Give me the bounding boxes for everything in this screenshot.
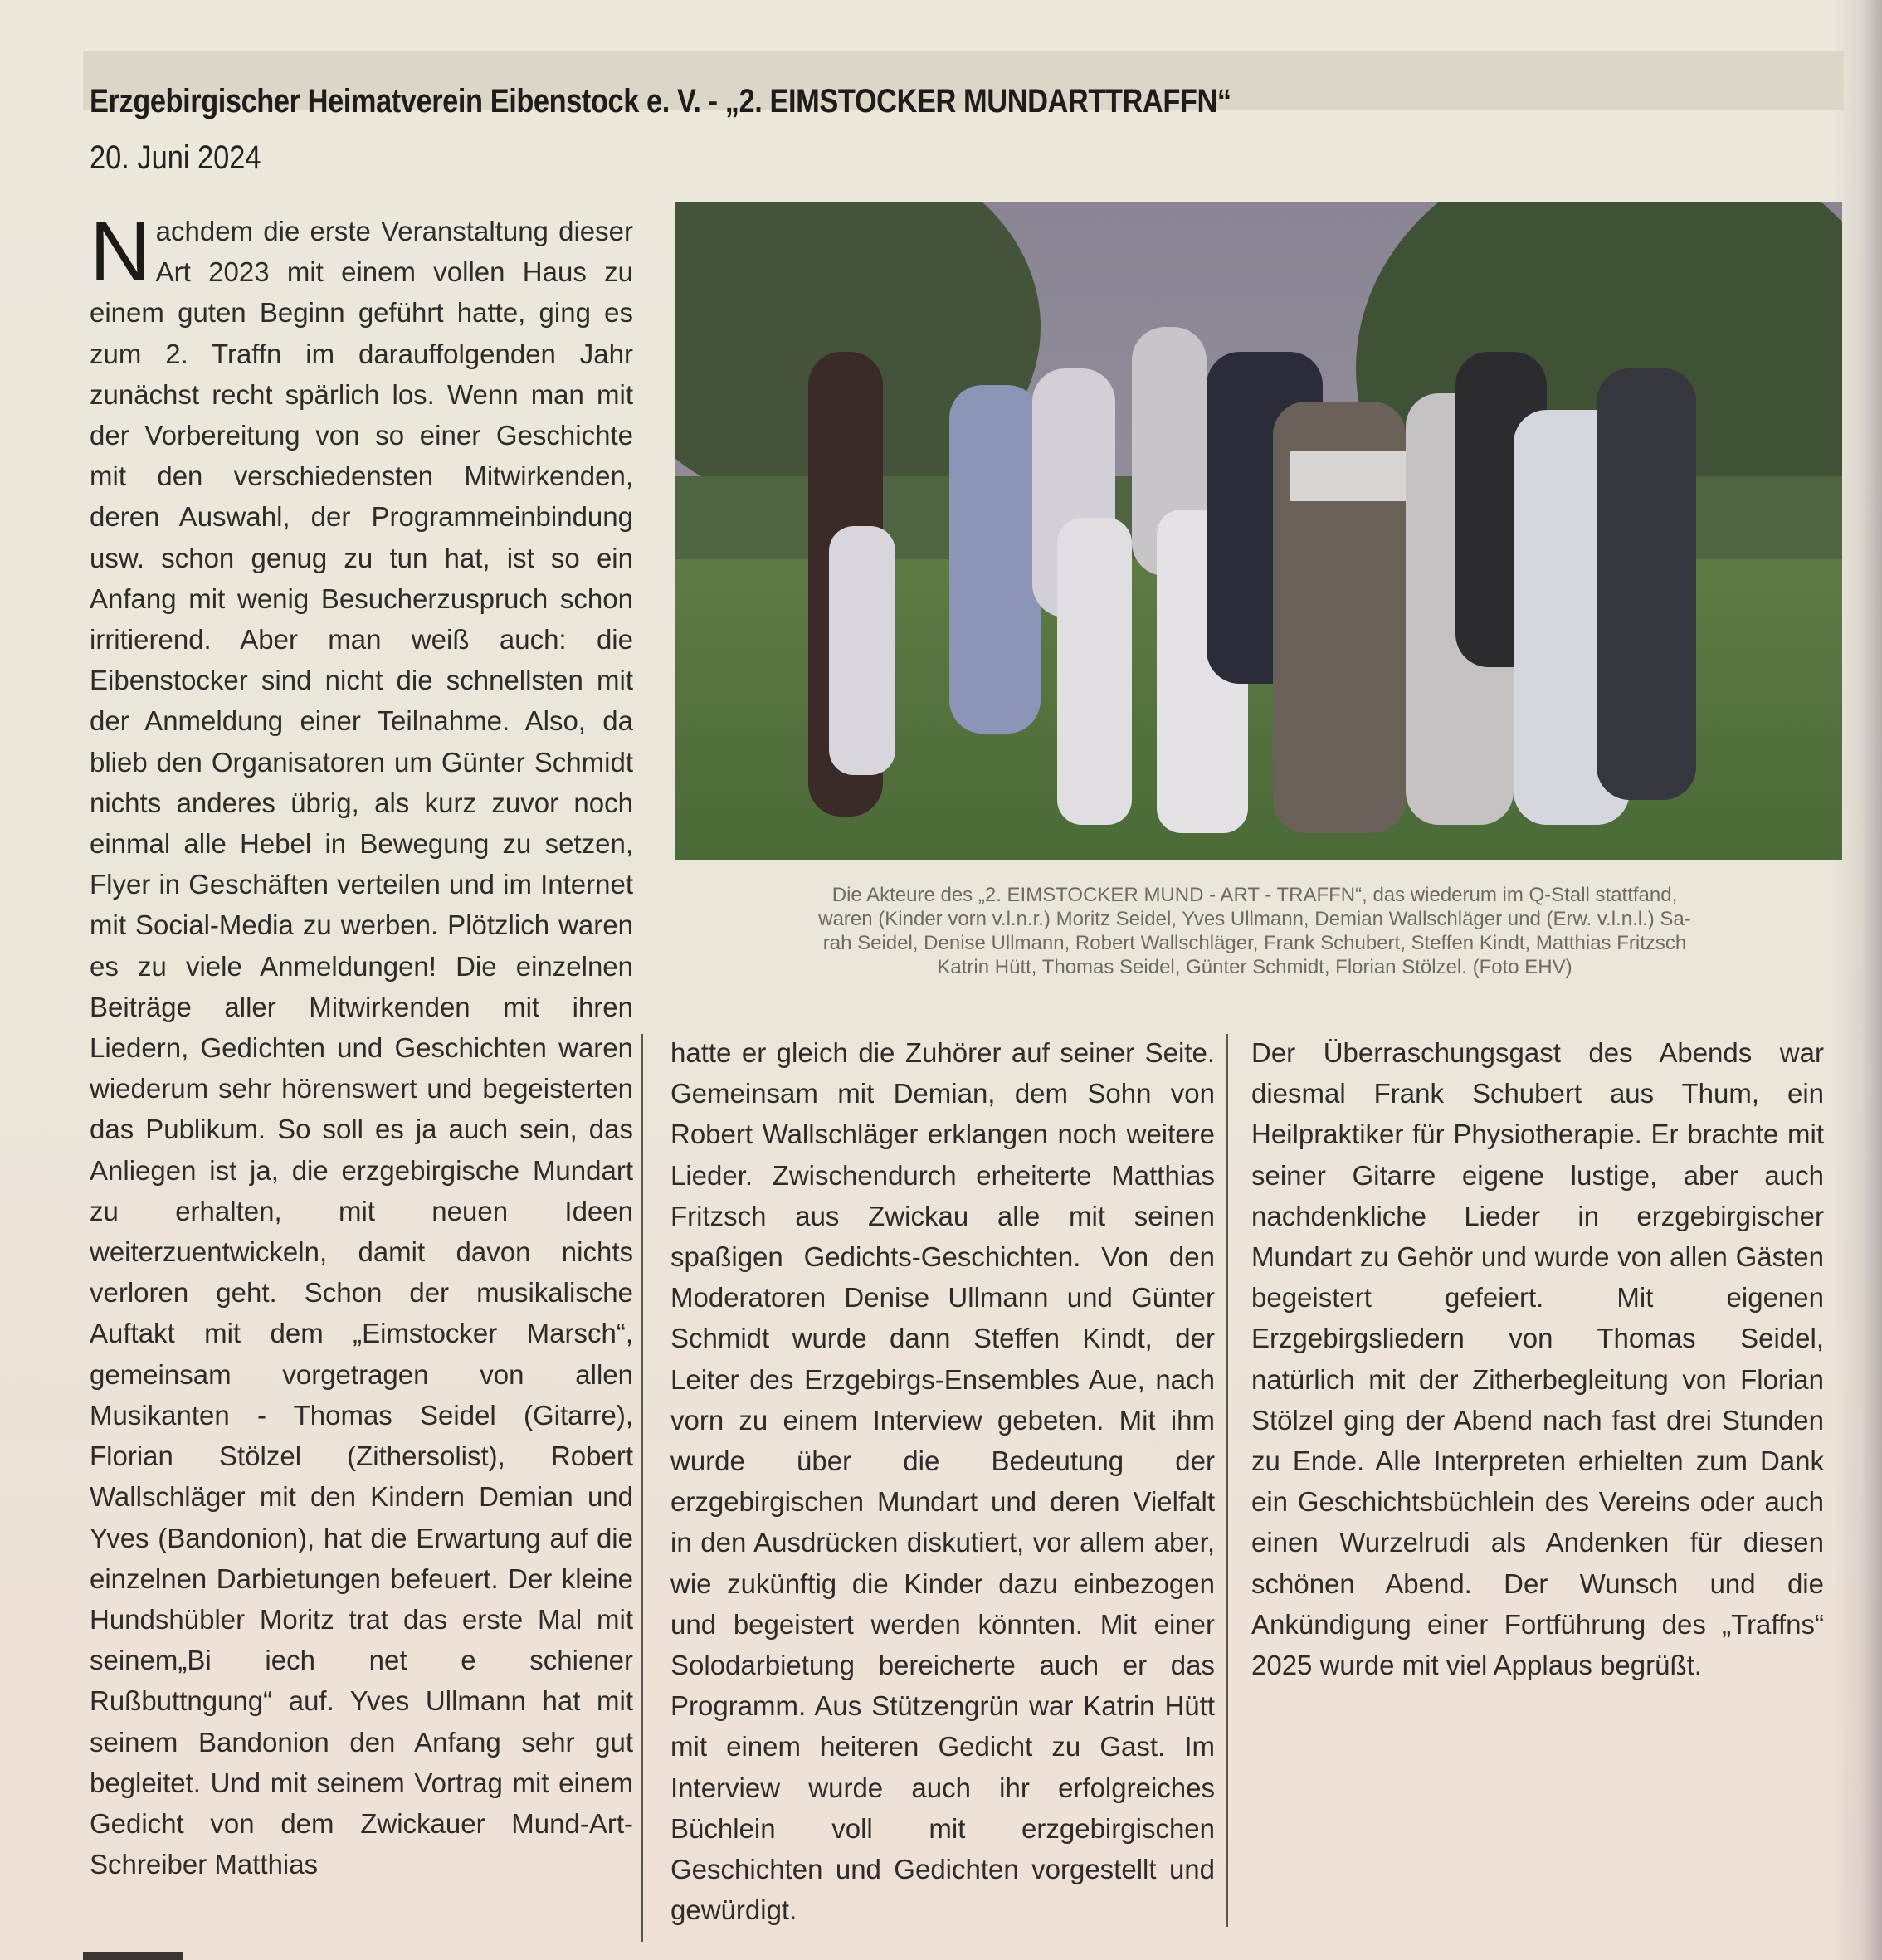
footer-rule (83, 1952, 183, 1960)
article-title: Erzgebirgischer Heimatverein Eibenstock e. V. - „2. EIMSTOCKER MUNDARTTRAFFN“ (90, 83, 1231, 119)
drop-cap: N (90, 204, 151, 299)
column-divider (641, 1034, 643, 1942)
column-1-text: achdem die erste Veranstaltung dieser Art 2023 mit einem vollen Haus zu einem guten Beginn geführt hatte, ging es zum 2. Traffn im darauffolgenden Jahr zunächst recht spärlich los. Wenn man mit der Vorbereitung von so einer Geschichte mit den verschiedensten Mitwirkenden, deren Auswahl, der Programmeinbindung usw. schon genug zu tun hat, ist so ein Anfang mit wenig Besucherzuspruch schon irritierend. Aber man weiß auch: die Eibenstocker sind nicht die schnellsten mit der Anmeldung einer Teilnahme. Also, da blieb den Organisatoren um Günter Schmidt nichts anderes übrig, als kurz zuvor noch einmal alle Hebel in Bewegung zu setzen, Flyer in Geschäften verteilen und im Internet mit Social-Media zu werben. Plötzlich waren es zu viele Anmeldungen! Die einzelnen Beiträge aller Mitwirkenden mit ihren Liedern, Gedichten und Geschichten waren wiederum sehr hörenswert und begeisterten das Publikum. So soll es ja auch sein, das Anliegen ist ja, die erzgebirgische Mundart zu erhalten, mit neuen Ideen weiterzuentwickeln, damit davon nichts verloren geht. Schon der musikalische Auftakt mit dem „Eimstocker Marsch“, gemeinsam vorgetragen von allen Musikanten - Thomas Seidel (Gitarre), Florian Stölzel (Zithersolist), Robert Wallschläger mit den Kindern Demian und Yves (Bandonion), hat die Erwartung auf die einzelnen Darbietungen befeuert. Der kleine Hundshübler Moritz trat das erste Mal mit seinem„Bi iech net e schiener Rußbuttngung“ auf. Yves Ullmann hat mit seinem Bandonion den Anfang sehr gut begleitet. Und mit seinem Vortrag mit einem Gedicht von dem Zwickauer Mund-Art-Schreiber Matthias (90, 216, 633, 1880)
article-date: 20. Juni 2024 (90, 139, 261, 176)
column-2-text: hatte er gleich die Zuhörer auf seiner Seite. Gemeinsam mit Demian, dem Sohn von Robert Wallschläger erklangen noch weitere Lieder. Zwischendurch erheiterte Matthias Fritzsch aus Zwickau alle mit seinen spaßigen Gedichts-Geschichten. Von den Moderatoren Denise Ullmann und Günter Schmidt wurde dann Steffen Kindt, der Leiter des Erzgebirgs-Ensembles Aue, nach vorn zu einem Interview gebeten. Mit ihm wurde über die Bedeutung der erzgebirgischen Mundart und deren Vielfalt in den Ausdrücken diskutiert, vor allem aber, wie zukünftig die Kinder dazu einbezogen und begeistert werden könnten. Mit einer Solodarbietung bereicherte auch er das Programm. Aus Stützengrün war Katrin Hütt mit einem heiteren Gedicht zu Gast. Im Interview wurde auch ihr erfolgreiches Büchlein voll mit erzgebirgischen Geschichten und Gedichten vorgestellt und gewürdigt. (670, 1037, 1215, 1926)
article-column-2 (670, 1032, 1215, 1930)
column-divider (1226, 1034, 1228, 1927)
caption-line: rah Seidel, Denise Ullmann, Robert Wallschläger, Frank Schubert, Steffen Kindt, Matthias Fritzsch (822, 932, 1687, 954)
caption-line: Die Akteure des „2. EIMSTOCKER MUND - ART - TRAFFN“, das wiederum im Q-Stall stattfand, (831, 884, 1678, 906)
group-photo-image (675, 202, 1842, 860)
column-3-text: Der Überraschungsgast des Abends war diesmal Frank Schubert aus Thum, ein Heilpraktiker für Physiotherapie. Er brachte mit seiner Gitarre eigene lustige, aber auch nachdenkliche Lieder in erzgebirgischer Mundart zu Gehör und wurde von allen Gästen begeistert gefeiert. Mit eigenen Erzgebirgsliedern von Thomas Seidel, natürlich mit der Zitherbegleitung von Florian Stölzel ging der Abend nach fast drei Stunden zu Ende. Alle Interpreten erhielten zum Dank ein Geschichtsbüchlein des Vereins oder auch einen Wurzelrudi als Andenken für diesen schönen Abend. Der Wunsch und die Ankündigung einer Fortführung des „Traffns“ 2025 wurde mit viel Applaus begrüßt. (1251, 1037, 1824, 1681)
caption-line: Katrin Hütt, Thomas Seidel, Günter Schmidt, Florian Stölzel. (Foto EHV) (937, 956, 1572, 978)
caption-line: waren (Kinder vorn v.l.n.r.) Moritz Seidel, Yves Ullmann, Demian Wallschläger und (Erw. v.l.n.l.) Sa- (818, 908, 1691, 930)
article-column-1 (90, 204, 633, 1884)
article-column-3 (1251, 1032, 1824, 1685)
group-photo (675, 202, 1842, 860)
photo-caption (674, 883, 1836, 979)
